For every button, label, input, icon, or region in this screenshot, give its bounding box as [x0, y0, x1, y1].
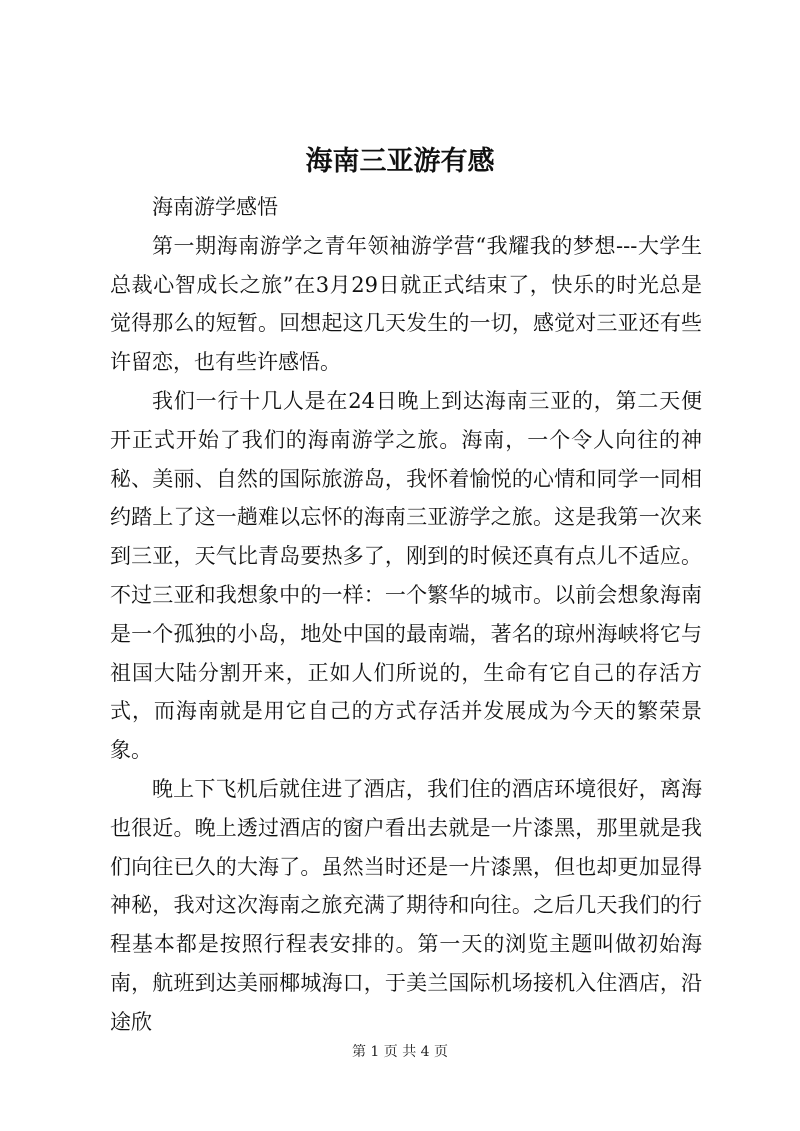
body-paragraph-2: 我们一行十几人是在24日晚上到达海南三亚的，第二天便开正式开始了我们的海南游学之旅。海南，一个令人向往的神秘、美丽、自然的国际旅游岛，我怀着愉悦的心情和同学一同相约踏上了这一趟难以忘怀的海南三亚游学之旅。这是我第一次来到三亚，天气比青岛要热多了，刚到的时候还真有点儿不适应。不过三亚和我想象中的一样：一个繁华的城市。以前会想象海南是一个孤独的小岛，地处中国的最南端，著名的琼州海峡将它与祖国大陆分割开来，正如人们所说的，生命有它自己的存活方式，而海南就是用它自己的方式存活并发展成为今天的繁荣景象。 — [110, 388, 702, 763]
page-footer: 第 1 页 共 4 页 — [351, 1044, 449, 1060]
body-paragraph-1: 第一期海南游学之青年领袖游学营“我耀我的梦想---大学生总裁心智成长之旅”在3月29日就正式结束了，快乐的时光总是觉得那么的短暂。回想起这几天发生的一切，感觉对三亚还有些许留恋，也有些许感悟。 — [110, 233, 702, 375]
document-body — [110, 188, 702, 1042]
subtitle-paragraph: 海南游学感悟 — [152, 195, 278, 219]
page-title: 海南三亚游有感 — [305, 146, 495, 177]
body-paragraph-3: 晚上下飞机后就住进了酒店，我们住的酒店环境很好，离海也很近。晚上透过酒店的窗户看出去就是一片漆黑，那里就是我们向往已久的大海了。虽然当时还是一片漆黑，但也却更加显得神秘，我对这次海南之旅充满了期待和向往。之后几天我们的行程基本都是按照行程表安排的。第一天的浏览主题叫做初始海南，航班到达美丽椰城海口，于美兰国际机场接机入住酒店，沿途欣 — [110, 776, 702, 1034]
